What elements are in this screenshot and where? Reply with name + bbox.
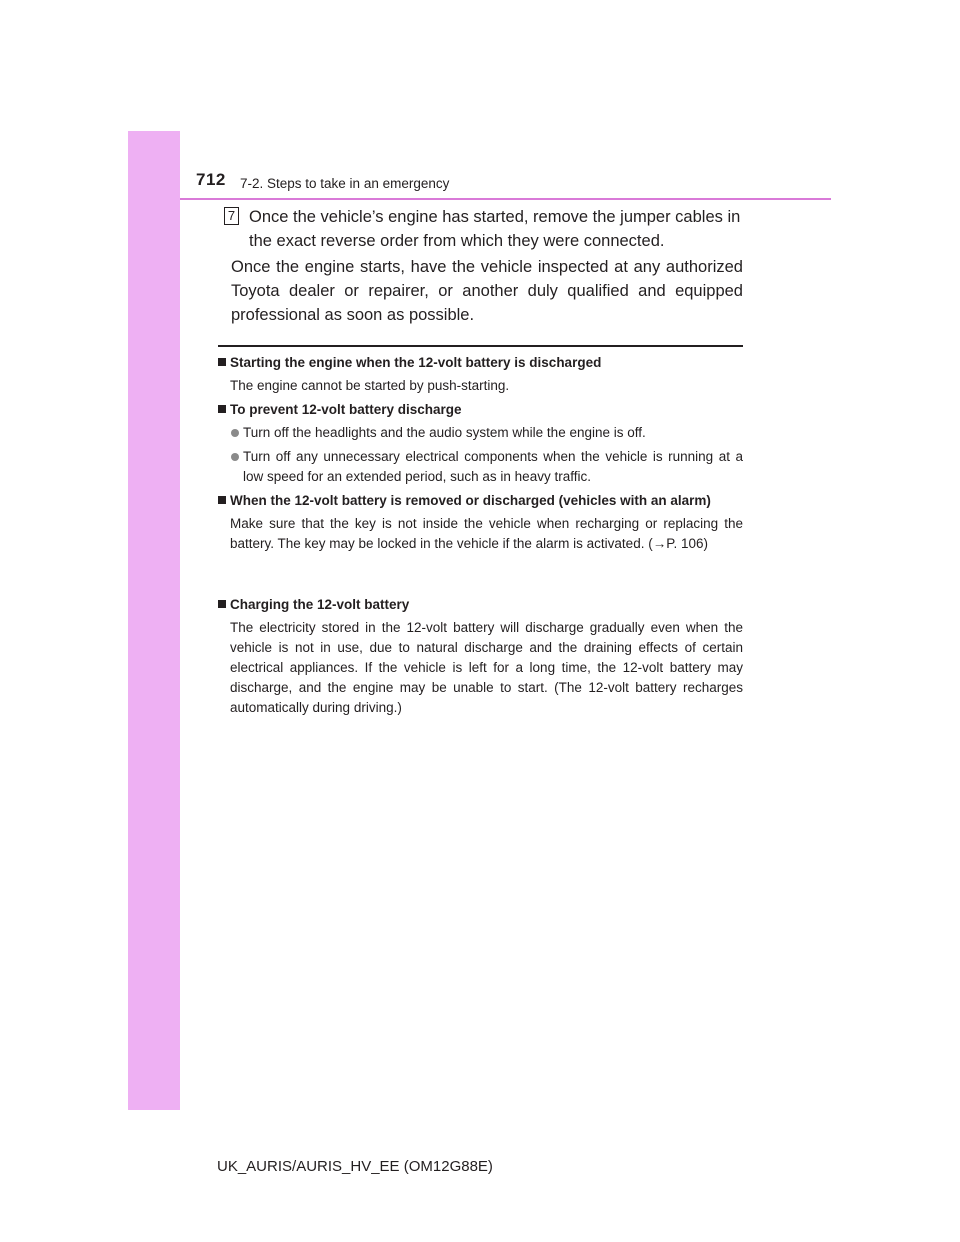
list-item: [218, 423, 743, 443]
footer-model-code: UK_AURIS/AURIS_HV_EE (OM12G88E): [217, 1158, 493, 1175]
note-block-charging: [218, 595, 743, 718]
step-number-box: 7: [224, 207, 239, 225]
list-item-text: Turn off the headlights and the audio system while the engine is off.: [243, 425, 646, 440]
note-body: Make sure that the key is not inside the vehicle when recharging or replacing the battery. The key may be locked in the vehicle if the alarm is activated. (→P. 106): [230, 516, 743, 551]
round-bullet-icon: [231, 453, 239, 461]
chapter-side-tab: [128, 131, 180, 1110]
round-bullet-icon: [231, 429, 239, 437]
note-body: The electricity stored in the 12-volt battery will discharge gradually even when the vehicle is not in use, due to natural discharge and the draining effects of certain electrical appliances. If the vehicle is left for a long time, the 12-volt battery may discharge, and the engine may be unable to start. (The 12-volt battery recharges automatically during driving.): [230, 620, 743, 715]
note-heading: [218, 353, 743, 372]
note-heading-text: When the 12-volt battery is removed or discharged (vehicles with an alarm): [230, 493, 711, 508]
page-number: 712: [196, 170, 226, 189]
note-heading-text: To prevent 12-volt battery discharge: [230, 402, 462, 417]
note-body: The engine cannot be started by push-starting.: [230, 378, 510, 393]
note-heading: [218, 400, 743, 419]
square-bullet-icon: [218, 496, 226, 504]
square-bullet-icon: [218, 405, 226, 413]
note-heading: [218, 491, 743, 510]
note-block-prevent-discharge: [218, 400, 743, 487]
note-heading-text: Charging the 12-volt battery: [230, 597, 410, 612]
header-divider: [180, 198, 831, 200]
square-bullet-icon: [218, 600, 226, 608]
list-item: [218, 447, 743, 487]
list-item-text: Turn off any unnecessary electrical components when the vehicle is running at a low speed for an extended period, such as in heavy traffic.: [243, 449, 743, 484]
section-title: 7-2. Steps to take in an emergency: [240, 176, 450, 191]
square-bullet-icon: [218, 358, 226, 366]
note-block-battery-removed: [218, 491, 743, 554]
step-note: Once the engine starts, have the vehicle inspected at any authorized Toyota dealer or repairer, or another duly qualified and equipped professional as soon as possible.: [231, 258, 743, 324]
note-block-starting-engine: [218, 353, 743, 396]
note-heading: [218, 595, 743, 614]
step-text: Once the vehicle’s engine has started, remove the jumper cables in the exact reverse order from which they were connected.: [249, 208, 741, 250]
notes-divider: [218, 345, 743, 347]
note-heading-text: Starting the engine when the 12-volt battery is discharged: [230, 355, 602, 370]
